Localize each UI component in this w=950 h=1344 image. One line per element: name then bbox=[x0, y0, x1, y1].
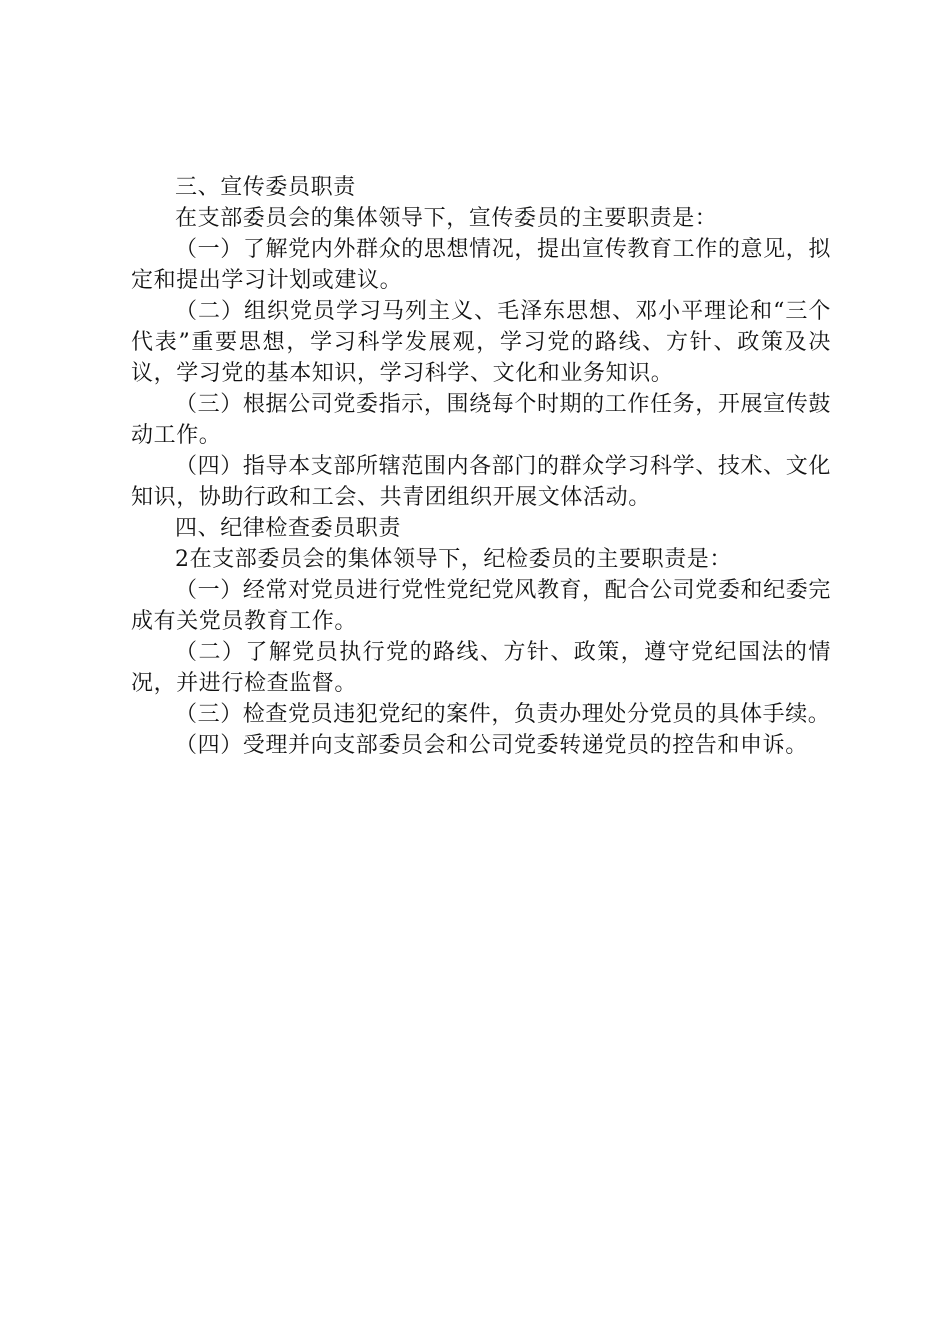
paragraph-publicity-item-2: （二）组织党员学习马列主义、毛泽东思想、邓小平理论和“三个代表”重要思想，学习科学发展观，学习党的路线、方针、政策及决议，学习党的基本知识，学习科学、文化和业务知识。 bbox=[131, 299, 831, 386]
section-heading-publicity: 三、宣传委员职责 bbox=[175, 175, 356, 200]
paragraph-publicity-item-4: （四）指导本支部所辖范围内各部门的群众学习科学、技术、文化知识，协助行政和工会、共青团组织开展文体活动。 bbox=[131, 454, 831, 510]
document-body bbox=[131, 172, 831, 761]
section-heading-discipline: 四、纪律检查委员职责 bbox=[175, 516, 402, 541]
paragraph-discipline-item-3: （三）检查党员违犯党纪的案件，负责办理处分党员的具体手续。 bbox=[175, 702, 831, 727]
paragraph-publicity-item-1: （一）了解党内外群众的思想情况，提出宣传教育工作的意见，拟定和提出学习计划或建议。 bbox=[131, 237, 831, 293]
paragraph-discipline-item-1: （一）经常对党员进行党性党纪党风教育，配合公司党委和纪委完成有关党员教育工作。 bbox=[131, 578, 831, 634]
paragraph-discipline-item-4: （四）受理并向支部委员会和公司党委转递党员的控告和申诉。 bbox=[175, 733, 808, 758]
paragraph-discipline-intro: 2在支部委员会的集体领导下，纪检委员的主要职责是： bbox=[175, 547, 732, 572]
paragraph-discipline-item-2: （二）了解党员执行党的路线、方针、政策，遵守党纪国法的情况，并进行检查监督。 bbox=[131, 640, 831, 696]
paragraph-publicity-intro: 在支部委员会的集体领导下，宣传委员的主要职责是： bbox=[175, 206, 718, 231]
paragraph-publicity-item-3: （三）根据公司党委指示，围绕每个时期的工作任务，开展宣传鼓动工作。 bbox=[131, 392, 831, 448]
